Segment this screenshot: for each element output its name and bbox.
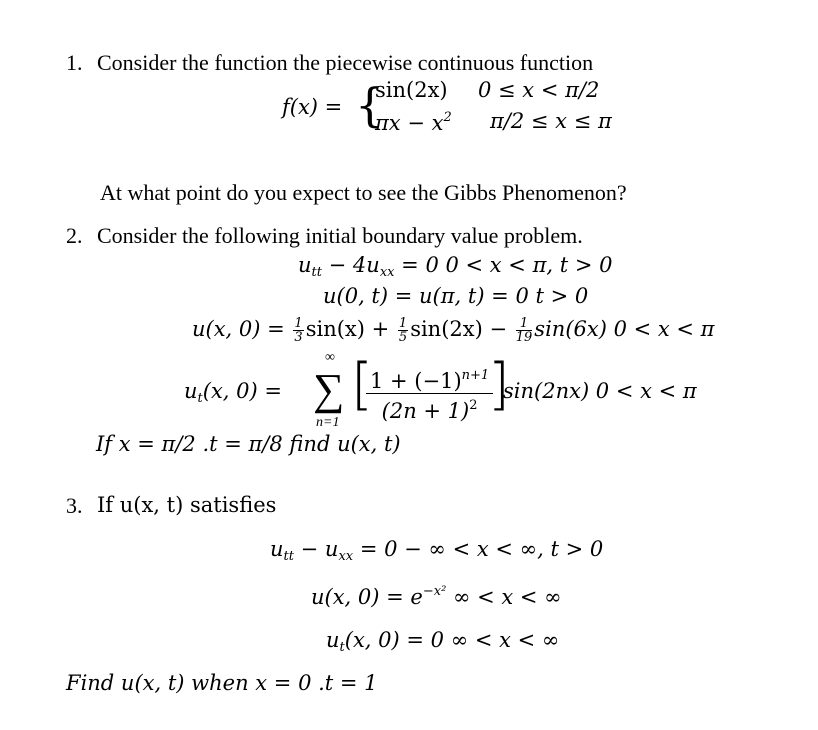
q1-function-lhs: f(x) = (282, 95, 343, 119)
q3-statement: If u(x, t) satisfies (97, 493, 277, 517)
q3-pde: $u_{tt} - u_{xx} = 0$ − ∞ < x < ∞, t > 0 (270, 537, 604, 564)
left-bracket: [ (351, 352, 373, 417)
q2-initial-displacement: u(x, 0) = $\frac{1}{3}$ sin(x) + $\frac{1}{5}$ sin(2x) − $\frac{1}{19}$ sin(6x) 0 < x < π (192, 316, 715, 345)
q2-number: 2. (66, 223, 83, 248)
series-coefficient: $\frac{1 + (-1)^{n+1}}{(2n + 1)^2}$ (366, 364, 493, 423)
q2-velocity-rest: sin(2nx) 0 < x < π (503, 379, 697, 403)
q1-question: At what point do you expect to see the Gibbs Phenomenon? (100, 180, 627, 205)
q2-find: If x = π/2 .t = π/8 find u(x, t) (96, 432, 401, 456)
q2-boundary-condition: u(0, t) = u(π, t) = 0 t > 0 (323, 284, 589, 308)
q1-case2-condition: π/2 ≤ x ≤ π (490, 109, 612, 133)
q2-pde: $u_{tt} - 4u_{xx} = 0$ 0 < x < π, t > 0 (298, 253, 613, 280)
q3-initial-displacement: u(x, $0) = e^{-x^2}$ ∞ < x < ∞ (311, 584, 562, 609)
q1-statement: Consider the function the piecewise continuous function (97, 50, 594, 75)
q2-statement: Consider the following initial boundary value problem. (97, 223, 583, 248)
fraction-1-3: $\frac{1}{3}$ (294, 316, 303, 345)
sum-upper-limit: ∞ (325, 350, 335, 365)
q1-piecewise-brace: { (355, 78, 385, 132)
q2-velocity-lhs: $u_t(x$, 0) = (184, 379, 282, 406)
q3-number: 3. (66, 493, 83, 518)
q1-case1-condition: 0 ≤ x < π/2 (478, 78, 600, 102)
q1-number: 1. (66, 50, 83, 75)
right-bracket: ] (488, 352, 510, 417)
fraction-1-5: $\frac{1}{5}$ (398, 316, 408, 345)
sum-lower-limit: n=1 (316, 415, 340, 430)
summation-symbol: ∑ (313, 365, 345, 414)
q3-initial-velocity: $u_t(x$, 0) = 0 ∞ < x < ∞ (326, 628, 560, 655)
fraction-1-19: $\frac{1}{19}$ (515, 316, 533, 345)
q3-find: Find u(x, t) when x = 0 .t = 1 (66, 671, 378, 695)
q1-case1-expr: sin(2x) (375, 78, 448, 102)
q1-case2-expr: $\pi x - x^2$ (375, 110, 452, 135)
